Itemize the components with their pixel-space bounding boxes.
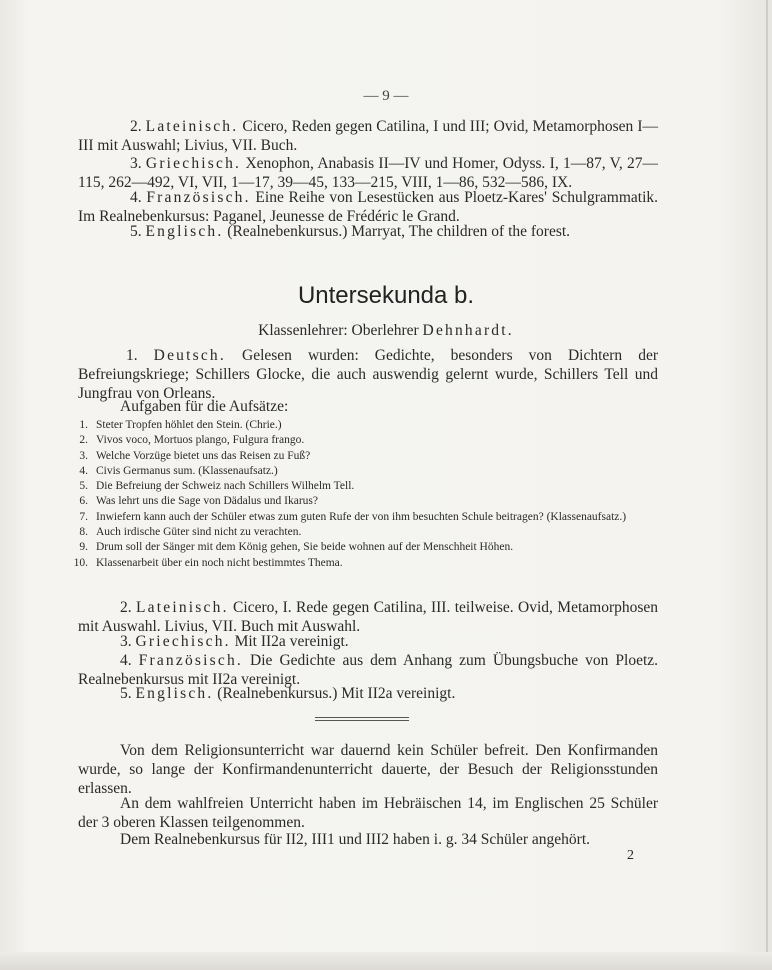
klassenlehrer-prefix: Klassenlehrer: Oberlehrer [258, 322, 419, 339]
subject-label: Englisch. [145, 223, 224, 240]
divider-line [315, 717, 409, 718]
essay-text: Inwiefern kann auch der Schüler etwas zum guten Rufe der von ihm besuchten Schule beitragen? (Klassenaufsatz.) [96, 510, 627, 523]
essay-number: 5. [79, 480, 88, 493]
essay-list [73, 418, 658, 571]
essay-number: 7. [79, 510, 88, 523]
essay-text: Drum soll der Sänger mit dem König gehen, Sie beide wohnen auf der Menschheit Höhen. [96, 541, 514, 554]
item-number: 5. [120, 685, 132, 702]
essay-item [78, 449, 658, 464]
subject-text: Xenophon, Anabasis II—IV und Homer, Odyss. I, 1—87, V, 27—115, 262—492, VI, VII, 1—17, 39—45, 133—215, VIII, 1—86, 532—586, IX. [78, 155, 659, 191]
griechisch-paragraph [78, 154, 658, 192]
essay-item [78, 540, 658, 555]
essay-text: Auch irdische Güter sind nicht zu verachten. [96, 526, 302, 539]
essay-text: Klassenarbeit über ein noch nicht bestimmtes Thema. [96, 556, 343, 569]
essay-text: Vivos voco, Mortuos plango, Fulgura frango. [96, 434, 305, 447]
englisch-paragraph [78, 222, 658, 241]
section-heading: Untersekunda b. [297, 282, 475, 309]
subject-label: Lateinisch. [145, 118, 239, 135]
subject-label: Griechisch. [135, 633, 231, 650]
subject-text: Eine Reihe von Lesestücken aus Ploetz-Kares' Schulgrammatik. Im Realnebenkursus: Paganel, Jeunesse de Frédéric le Grand. [78, 189, 659, 225]
wahlfrei-paragraph: An dem wahlfreien Unterricht haben im Hebräischen 14, im Englischen 25 Schüler der 3 oberen Klassen teilgenommen. [78, 795, 658, 831]
subject-label: Französisch. [146, 189, 251, 206]
subject-text: Gelesen wurden: Gedichte, besonders von Dichtern der Befreiungskriege; Schillers Glocke, die auch auswendig gelernt wurde, Schillers Tell und Jungfrau von Orleans. [78, 347, 659, 402]
essay-number: 3. [79, 449, 88, 462]
aufgaben-title: Aufgaben für die Aufsätze: [120, 398, 289, 415]
essay-text: Civis Germanus sum. (Klassenaufsatz.) [96, 464, 278, 477]
englisch-paragraph-b [78, 684, 658, 703]
essay-item [78, 433, 658, 448]
subject-text: Cicero, Reden gegen Catilina, I und III; Ovid, Metamorphosen I—III mit Auswahl; Livius, VII. Buch. [78, 118, 658, 154]
page-edge [766, 0, 768, 970]
subject-text: Mit II2a vereinigt. [234, 633, 349, 650]
item-number: 3. [130, 155, 142, 172]
essay-item [78, 525, 658, 540]
item-number: 3. [120, 633, 132, 650]
essay-item [78, 418, 658, 433]
subject-text: (Realnebenkursus.) Mit II2a vereinigt. [217, 685, 456, 702]
subject-text: Cicero, I. Rede gegen Catilina, III. teilweise. Ovid, Metamorphosen mit Auswahl. Livius, VII. Buch mit Auswahl. [78, 599, 659, 635]
essay-number: 6. [79, 495, 88, 508]
subject-label: Lateinisch. [136, 599, 229, 616]
item-number: 4. [120, 652, 132, 669]
subject-label: Englisch. [135, 685, 214, 702]
latein-paragraph [78, 117, 658, 155]
essay-number: 2. [79, 434, 88, 447]
subject-label: Französisch. [138, 652, 243, 669]
essay-item [73, 556, 658, 571]
essay-number: 1. [79, 419, 88, 431]
essay-number: 10. [73, 556, 88, 569]
page-number: — 9 — [363, 88, 409, 104]
essay-number: 4. [79, 464, 88, 477]
klassenlehrer-name: Dehnhardt. [422, 322, 514, 339]
realkursus-paragraph: Dem Realnebenkursus für II2, III1 und III2 haben i. g. 34 Schüler angehört. [120, 831, 591, 848]
essay-item [78, 510, 658, 525]
item-number: 5. [130, 223, 142, 240]
item-number: 4. [130, 189, 142, 206]
deutsch-paragraph [78, 346, 658, 403]
essay-text: Die Befreiung der Schweiz nach Schillers Wilhelm Tell. [96, 480, 355, 493]
essay-item [78, 464, 658, 479]
essay-number: 9. [79, 541, 88, 554]
religion-paragraph: Von dem Religionsunterricht war dauernd kein Schüler befreit. Den Konfirmanden wurde, so lange der Konfirmandenunterricht dauerte, der Besuch der Religionsstunden erlassen. [78, 742, 658, 797]
essay-item [78, 479, 658, 494]
subject-label: Deutsch. [153, 347, 226, 364]
essay-number: 8. [79, 526, 88, 539]
signature-mark: 2 [627, 848, 634, 863]
klassenlehrer-line [0, 322, 772, 340]
subject-text: (Realnebenkursus.) Marryat, The children of the forest. [227, 223, 571, 240]
essay-text: Was lehrt uns die Sage von Dädalus und Ikarus? [96, 495, 318, 508]
page-bottom-edge [0, 952, 772, 970]
essay-item [78, 494, 658, 509]
item-number: 1. [126, 347, 138, 364]
item-number: 2. [120, 599, 132, 616]
essay-text: Welche Vorzüge bietet uns das Reisen zu Fuß? [96, 449, 311, 462]
divider-line [315, 720, 409, 721]
griechisch-paragraph-b [78, 632, 658, 651]
franzoesisch-paragraph [78, 188, 658, 226]
latein-paragraph-b [78, 598, 658, 636]
essay-text: Steter Tropfen höhlet den Stein. (Chrie.) [96, 419, 282, 431]
item-number: 2. [130, 118, 142, 135]
subject-text: Die Gedichte aus dem Anhang zum Übungsbuche von Ploetz. Realnebenkursus mit II2a vereinigt. [78, 652, 659, 688]
subject-label: Griechisch. [145, 155, 242, 172]
